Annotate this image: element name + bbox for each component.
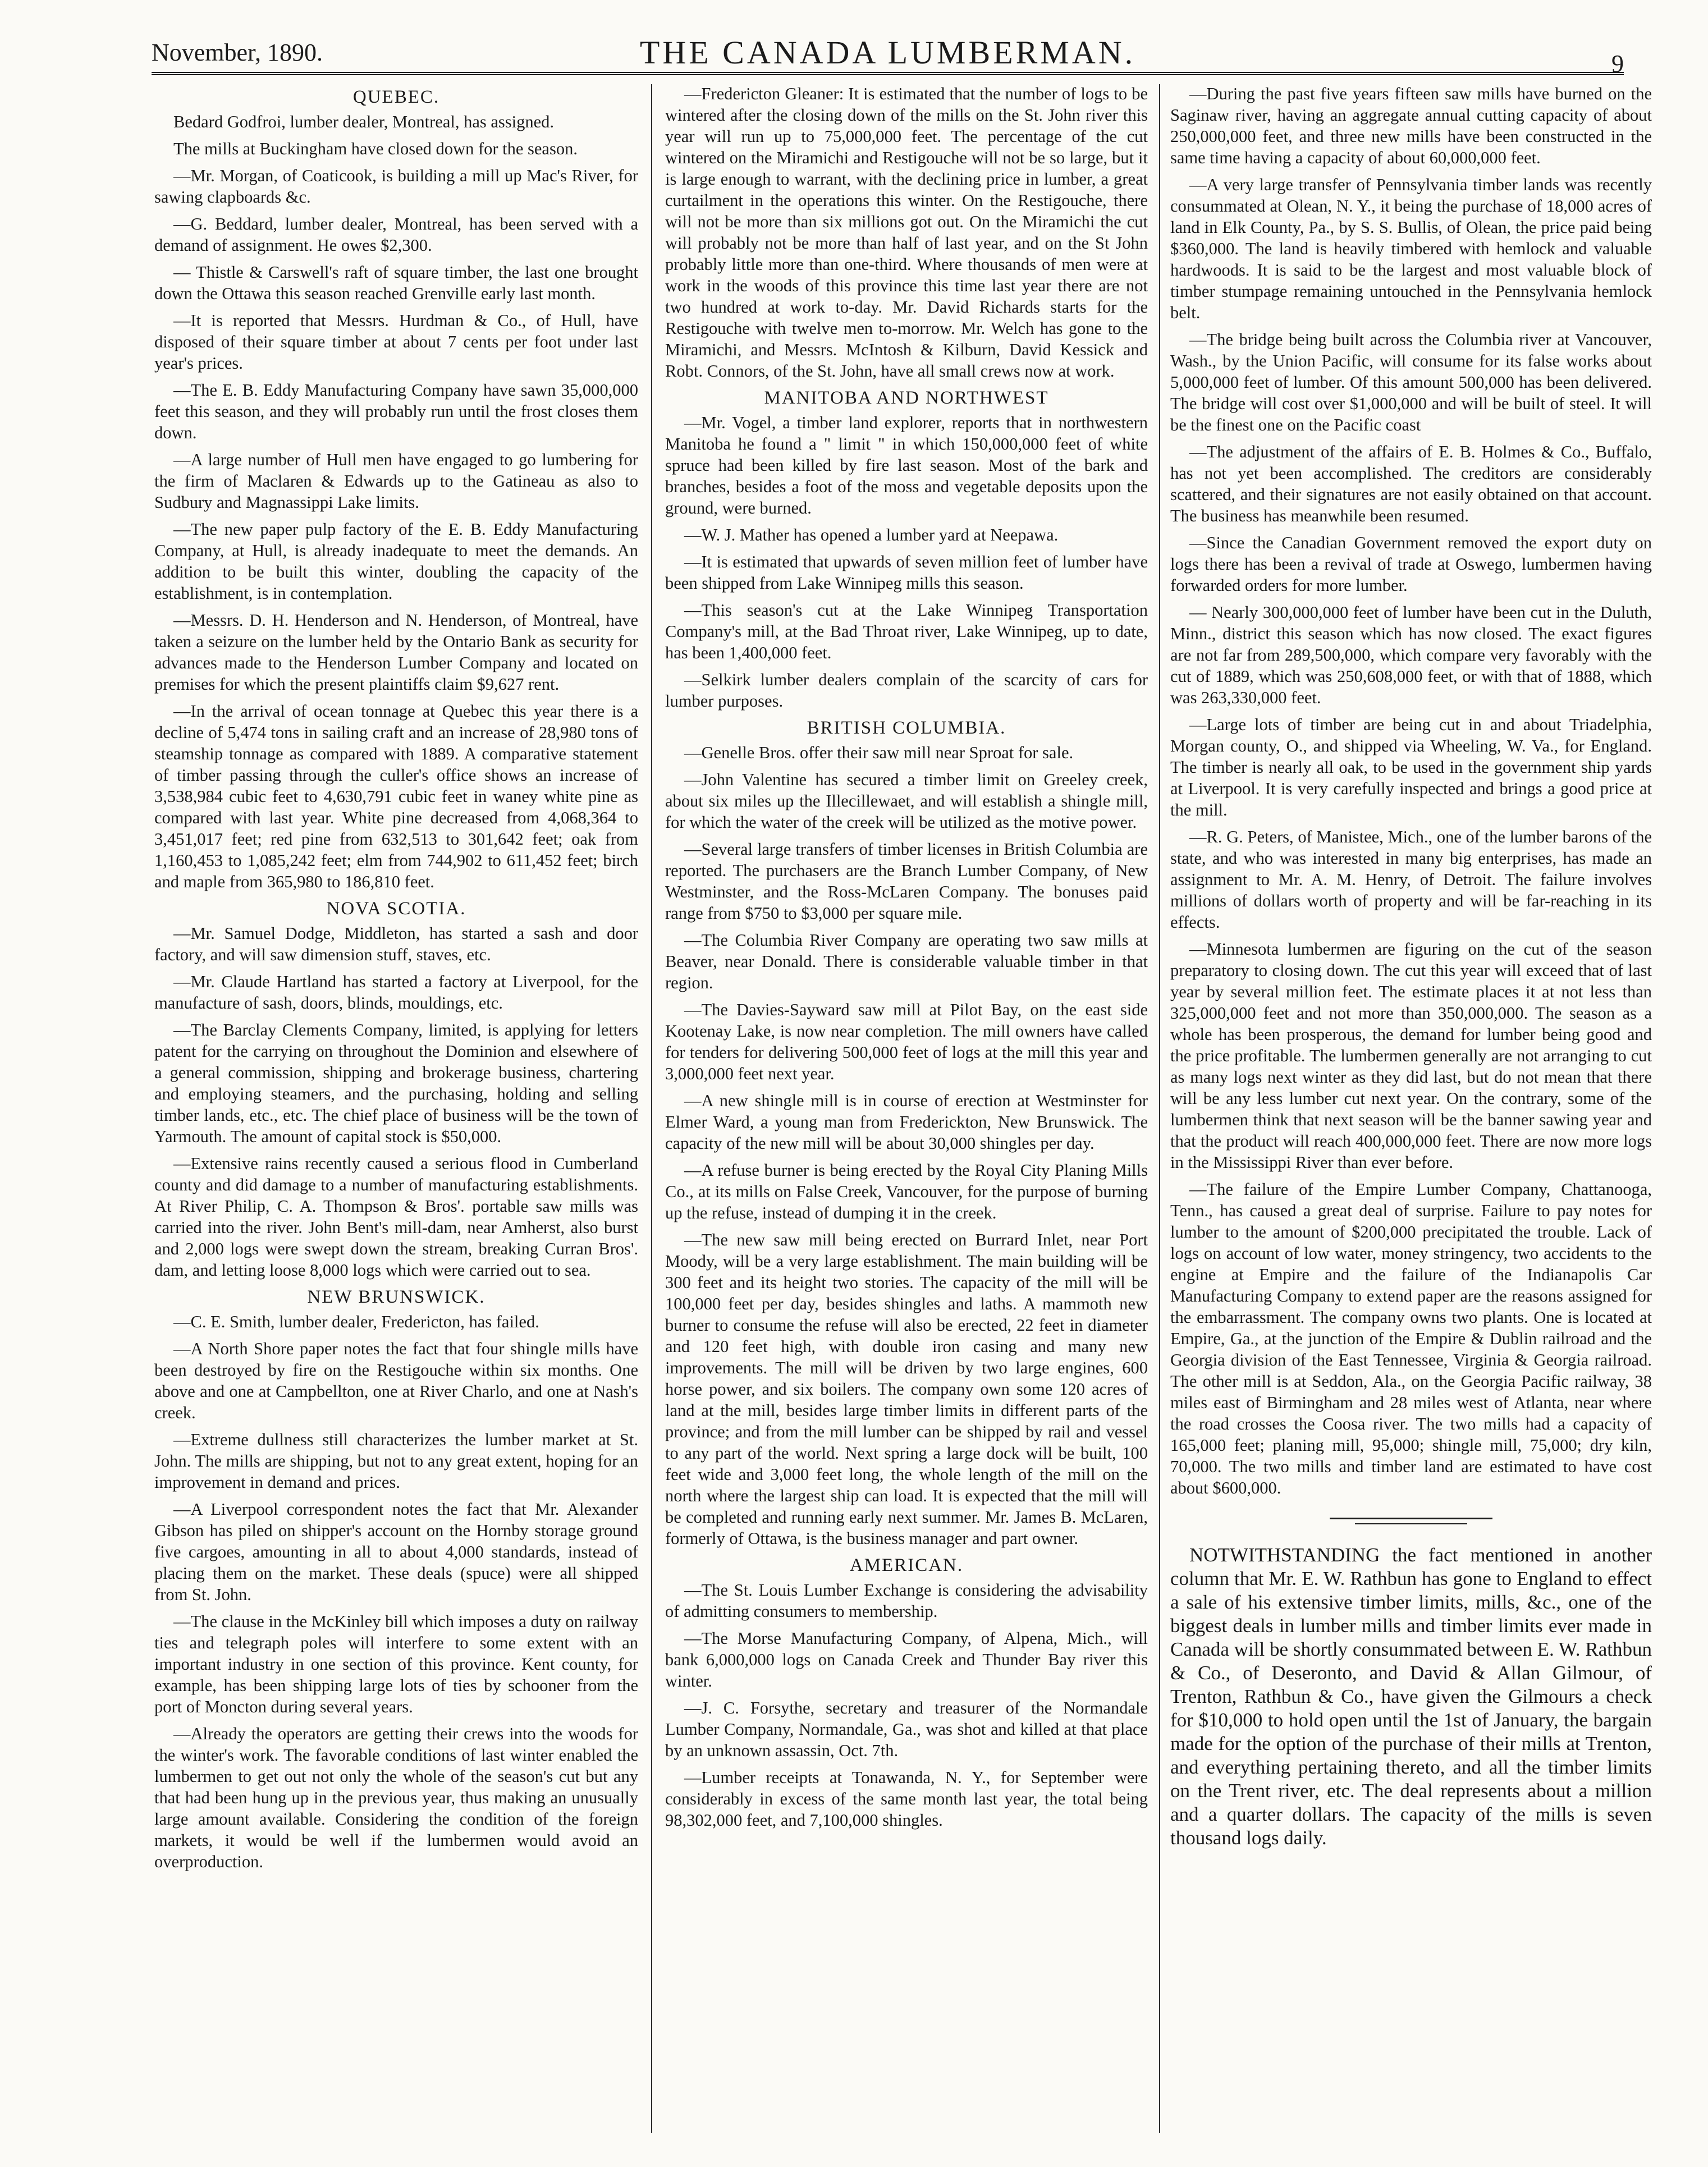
- news-item: —The St. Louis Lumber Exchange is considering the advisability of admitting consumers to membership.: [665, 1580, 1148, 1621]
- page-number: 9: [1611, 50, 1624, 77]
- news-item: —R. G. Peters, of Manistee, Mich., one of the lumber barons of the state, and who was interested in many big enterprises, has made an assignment to Mr. A. M. Henry, of Detroit. The failure involves millions of dollars worth of property and will be far-reaching in its effects.: [1170, 827, 1652, 932]
- news-item: —The E. B. Eddy Manufacturing Company have sawn 35,000,000 feet this season, and they will probably run until the frost closes them down.: [154, 381, 638, 442]
- header-rule: [152, 72, 1624, 75]
- news-item: —Extreme dullness still characterizes the lumber market at St. John. The mills are shipping, but not to any great extent, hoping for an improvement in demand and prices.: [154, 1430, 638, 1492]
- news-item: —During the past five years fifteen saw mills have burned on the Saginaw river, having an aggregate annual cutting capacity of about 250,000,000 feet, and three new mills have been constructed in the same time having a capacity of about 60,000,000 feet.: [1170, 84, 1652, 167]
- news-item: —Extensive rains recently caused a serious flood in Cumberland county and did damage to a number of manufacturing establishments. At River Philip, C. A. Thompson & Bros'. portable saw mills was carried into the river. John Bent's mill-dam, near Amherst, also burst and 2,000 logs were swept down the stream, breaking Curran Bros'. dam, and letting loose 8,000 logs which were carried out to sea.: [154, 1154, 638, 1280]
- news-item: —The Davies-Sayward saw mill at Pilot Bay, on the east side Kootenay Lake, is now near completion. The mill owners have called for tenders for delivering 500,000 feet of logs at the mill this year and 3,000,000 feet next year.: [665, 1000, 1148, 1083]
- news-item: —Already the operators are getting their crews into the woods for the winter's work. The favorable conditions of last winter enabled the lumbermen to get out not only the whole of the season's cut but any that had been hung up in the previous year, thus making an unusually large amount available. Considering the condition of the foreign markets, it would be well if the lumbermen would avoid an overproduction.: [154, 1724, 638, 1871]
- news-item: —The bridge being built across the Columbia river at Vancouver, Wash., by the Union Pacific, will consume for its false works about 5,000,000 feet of lumber. Of this amount 500,000 has been delivered. The bridge will cost over $1,000,000 and will be built of steel. It will be the finest one on the Pacific coast: [1170, 330, 1652, 434]
- section-heading: MANITOBA AND NORTHWEST: [764, 388, 1049, 408]
- section-heading: NOVA SCOTIA.: [326, 899, 466, 919]
- news-item: —The failure of the Empire Lumber Company, Chattanooga, Tenn., has caused a great deal of surprise. Failure to pay notes for lumber to the amount of $200,000 precipitated the trouble. Lack of logs on account of low water, money stringency, two accidents to the engine at Empire and the failure of the Indianapolis Car Manufacturing Company to extend paper are the reasons assigned for the embarrassment. The company owns two plants. One is located at Empire, Ga., at the junction of the Empire & Dublin railroad and the Georgia division of the East Tennessee, Virginia & Georgia railroad. The other mill is at Seddon, Ala., on the Georgia Pacific railway, 38 miles east of Birmingham and 28 miles west of Atlanta, near where the road crosses the Coosa river. The two mills had a capacity of 165,000 feet; planing mill, 95,000; shingle mill, 75,000; dry kiln, 70,000. The two mills and timber land are estimated to have cost about $600,000.: [1170, 1180, 1652, 1497]
- news-item: —Mr. Claude Hartland has started a factory at Liverpool, for the manufacture of sash, doors, blinds, mouldings, etc.: [154, 972, 638, 1013]
- news-item: —Since the Canadian Government removed the export duty on logs there has been a revival of trade at Oswego, lumbermen having forwarded orders for more lumber.: [1170, 533, 1652, 595]
- news-item: —W. J. Mather has opened a lumber yard at Neepawa.: [684, 525, 1059, 544]
- news-item: —Lumber receipts at Tonawanda, N. Y., for September were considerably in excess of the same month last year, the total being 98,302,000 feet, and 7,100,000 shingles.: [665, 1768, 1148, 1830]
- news-item: — Thistle & Carswell's raft of square timber, the last one brought down the Ottawa this season reached Grenville early last month.: [154, 263, 638, 303]
- news-item: —Mr. Samuel Dodge, Middleton, has started a sash and door factory, and will saw dimension stuff, staves, etc.: [154, 924, 638, 964]
- column-divider: [1159, 84, 1160, 2133]
- news-item: —Mr. Vogel, a timber land explorer, reports that in northwestern Manitoba he found a " limit " in which 150,000,000 feet of white spruce had been killed by fire last season. Most of the bark and branches, besides a foot of the moss and vegetable deposits upon the ground, were burned.: [665, 413, 1148, 517]
- news-item: —Messrs. D. H. Henderson and N. Henderson, of Montreal, have taken a seizure on the lumber held by the Ontario Bank as security for advances made to the Henderson Lumber Company and located on premises for which the present plaintiffs claim $9,627 rent.: [154, 611, 638, 694]
- news-item: —A North Shore paper notes the fact that four shingle mills have been destroyed by fire on the Restigouche within six months. One above and one at Campbellton, one at River Charlo, and one at Nash's creek.: [154, 1339, 638, 1422]
- news-item: —A refuse burner is being erected by the Royal City Planing Mills Co., at its mills on False Creek, Vancouver, for the purpose of burning up the refuse, instead of dumping it in the creek.: [665, 1161, 1148, 1222]
- news-item: —A new shingle mill is in course of erection at Westminster for Elmer Ward, a young man from Frederickton, New Brunswick. The capacity of the new mill will be about 30,000 shingles per day.: [665, 1091, 1148, 1153]
- news-item: —In the arrival of ocean tonnage at Quebec this year there is a decline of 5,474 tons in sailing craft and an increase of 28,980 tons of steamship tonnage as compared with 1889. A comparative statement of timber passing through the culler's office shows an increase of 3,538,984 cubic feet to 4,630,791 cubic feet in waney white pine as compared with last year. White pine decreased from 4,068,364 to 3,451,017 feet; red pine from 632,513 to 301,642 feet; oak from 1,160,453 to 1,085,242 feet; elm from 744,902 to 611,452 feet; birch and maple from 365,980 to 186,810 feet.: [154, 702, 638, 891]
- news-item: —It is estimated that upwards of seven million feet of lumber have been shipped from Lake Winnipeg mills this season.: [665, 552, 1148, 593]
- column-2: [665, 83, 1148, 2154]
- news-item: —C. E. Smith, lumber dealer, Fredericton, has failed.: [173, 1312, 539, 1331]
- news-item: —Fredericton Gleaner: It is estimated that the number of logs to be wintered after the closing down of the mills on the St. John river this year will run up to 75,000,000 feet. The percentage of the cut wintered on the Miramichi and Restigouche will not be so large, but it is large enough to warrant, with the declining price in lumber, a great curtailment in the operations this winter. On the Restigouche, there will not be more than six millions got out. On the Miramichi the cut will probably not be more than half of last year, and on the St John probably little more than one-third. Where thousands of men were at work in the woods of this province this time last year there are not two hundred at work to-day. Mr. David Richards starts for the Restigouche with twelve men to-morrow. Mr. Welch has gone to the Miramichi, and Messrs. McIntosh & Kilburn, David Kessick and Robt. Connors, of the St. John, have all small crews now at work.: [665, 84, 1148, 381]
- news-item: —The Columbia River Company are operating two saw mills at Beaver, near Donald. There is considerable valuable timber in that region.: [665, 931, 1148, 992]
- editorial-note: [1170, 1543, 1652, 1850]
- section-heading: NEW BRUNSWICK.: [307, 1287, 486, 1307]
- news-item: Bedard Godfroi, lumber dealer, Montreal, has assigned.: [173, 112, 555, 131]
- section-heading: BRITISH COLUMBIA.: [807, 718, 1006, 738]
- ornamental-rule: [1330, 1518, 1492, 1524]
- news-item: —The new paper pulp factory of the E. B. Eddy Manufacturing Company, at Hull, is already inadequate to meet the demands. An addition to be built this winter, doubling the capacity of the establishment, is in contemplation.: [154, 520, 638, 603]
- news-item: —It is reported that Messrs. Hurdman & Co., of Hull, have disposed of their square timber at about 7 cents per foot under last year's prices.: [154, 311, 638, 373]
- news-item: —A Liverpool correspondent notes the fact that Mr. Alexander Gibson has piled on shipper's account on the Hornby storage ground five cargoes, amounting in all to about 4,000 standards, instead of placing them on the market. These deals (spuce) were all shipped from St. John.: [154, 1500, 638, 1604]
- news-item: —The adjustment of the affairs of E. B. Holmes & Co., Buffalo, has not yet been accomplished. The creditors are considerably scattered, and their signatures are not easily obtained on that account. The business has meanwhile been resumed.: [1170, 442, 1652, 525]
- news-item: —This season's cut at the Lake Winnipeg Transportation Company's mill, at the Bad Throat river, Lake Winnipeg, up to date, has been 1,400,000 feet.: [665, 601, 1148, 662]
- news-item: —Large lots of timber are being cut in and about Triadelphia, Morgan county, O., and shipped via Wheeling, W. Va., for England. The timber is nearly all oak, to be used in the government ship yards at Liverpool. It is very carefully inspected and brings a good price at the mill.: [1170, 715, 1652, 819]
- news-item: — Nearly 300,000,000 feet of lumber have been cut in the Duluth, Minn., district this season which has now closed. The exact figures are not far from 289,500,000, which compare very favorably with the cut of 1889, which was 250,608,000 feet, or with that of 1888, which was 263,330,000 feet.: [1170, 603, 1652, 707]
- news-item: —The Barclay Clements Company, limited, is applying for letters patent for the carrying on throughout the Dominion and elsewhere of a general commission, shipping and brokerage business, chartering and employing steamers, and the purchasing, holding and selling timber lands, etc., etc. The chief place of business will be the town of Yarmouth. The amount of capital stock is $50,000.: [154, 1020, 638, 1146]
- issue-date: November, 1890.: [152, 39, 323, 66]
- section-heading: AMERICAN.: [849, 1555, 964, 1575]
- column-3: [1170, 83, 1652, 2154]
- news-item: —Selkirk lumber dealers complain of the scarcity of cars for lumber purposes.: [665, 670, 1148, 711]
- news-item: —Genelle Bros. offer their saw mill near Sproat for sale.: [684, 743, 1074, 762]
- news-item: The mills at Buckingham have closed down for the season.: [173, 139, 578, 158]
- news-item: —A large number of Hull men have engaged to go lumbering for the firm of Maclaren & Edwards up to the Gatineau as also to Sudbury and Magnassippi Lake limits.: [154, 450, 638, 512]
- news-item: —Several large transfers of timber licenses in British Columbia are reported. The purchasers are the Branch Lumber Company, of New Westminster, and the Ross-McLaren Company. The bonuses paid range from $750 to $3,000 per square mile.: [665, 840, 1148, 923]
- column-divider: [651, 84, 652, 2133]
- news-item: —Mr. Morgan, of Coaticook, is building a mill up Mac's River, for sawing clapboards &c.: [154, 166, 638, 207]
- section-heading: QUEBEC.: [352, 87, 440, 107]
- news-item: —G. Beddard, lumber dealer, Montreal, has been served with a demand of assignment. He owes $2,300.: [154, 214, 638, 255]
- news-item: —John Valentine has secured a timber limit on Greeley creek, about six miles up the Illecillewaet, and will establish a shingle mill, for which the water of the creek will be utilized as the motive power.: [665, 770, 1148, 832]
- news-item: —The clause in the McKinley bill which imposes a duty on railway ties and telegraph poles will interfere to some extent with an important industry in one section of this province. Kent county, for example, has been shipping large lots of ties by schooner from the port of Moncton during several years.: [154, 1612, 638, 1716]
- column-1: [154, 83, 638, 2154]
- masthead-title: THE CANADA LUMBERMAN.: [639, 34, 1136, 71]
- news-item: —The new saw mill being erected on Burrard Inlet, near Port Moody, will be a very large establishment. The main building will be 300 feet and its height two stories. The capacity of the mill will be 100,000 feet per day, besides shingles and laths. A mammoth new burner to consume the refuse will also be erected, 22 feet in diameter and 120 feet high, with double iron casing and many new improvements. The mill will be driven by two large engines, 600 horse power, and six boilers. The company own some 120 acres of land at the mill, besides large timber limits in different parts of the province; and from the mill lumber can be shipped by rail and vessel to any part of the world. Next spring a large dock will be built, 100 feet wide and 3,000 feet long, the whole length of the mill on the north where the largest ship can load. It is expected that the mill will be completed and running early next summer. Mr. James B. McLaren, formerly of Ottawa, is the business manager and part owner.: [665, 1230, 1148, 1548]
- news-item: —J. C. Forsythe, secretary and treasurer of the Normandale Lumber Company, Normandale, Ga., was shot and killed at that place by an unknown assassin, Oct. 7th.: [665, 1698, 1148, 1760]
- news-item: —A very large transfer of Pennsylvania timber lands was recently consummated at Olean, N. Y., it being the purchase of 18,000 acres of land in Elk County, Pa., by S. S. Bullis, of Olean, the price paid being $360,000. The land is heavily timbered with hemlock and valuable hardwoods. It is said to be the largest and most valuable block of timber stumpage remaining untouched in the Pennsylvania hemlock belt.: [1170, 175, 1652, 322]
- news-item: —Minnesota lumbermen are figuring on the cut of the season preparatory to closing down. The cut this year will exceed that of last year by several million feet. The estimate places it at not less than 325,000,000 feet and not more than 350,000,000. The season as a whole has been prosperous, the demand for lumber being good and the price profitable. The lumbermen generally are not arranging to cut as many logs next winter as they did last, but do not mean that there will be any less lumber cut next year. On the contrary, some of the lumbermen think that next season will be the banner sawing year and that the product will reach 400,000,000 feet. There are now more logs in the Mississippi River than ever before.: [1170, 940, 1652, 1172]
- news-item: —The Morse Manufacturing Company, of Alpena, Mich., will bank 6,000,000 logs on Canada Creek and Thunder Bay river this winter.: [665, 1629, 1148, 1690]
- editorial-paragraph: NOTWITHSTANDING the fact mentioned in another column that Mr. E. W. Rathbun has gone to England to effect a sale of his extensive timber limits, mills, &c., one of the biggest deals in lumber mills and timber limits ever made in Canada will be shortly consummated between E. W. Rathbun & Co., of Deseronto, and David & Allan Gilmour, of Trenton, Rathbun & Co., have given the Gilmours a check for $10,000 to hold open until the 1st of January, the bargain made for the option of the purchase of their mills at Trenton, and everything pertaining thereto, and all the timber limits on the Trent river, etc. The deal represents about a million and a quarter dollars. The capacity of the mills is seven thousand logs daily.: [1170, 1544, 1652, 1849]
